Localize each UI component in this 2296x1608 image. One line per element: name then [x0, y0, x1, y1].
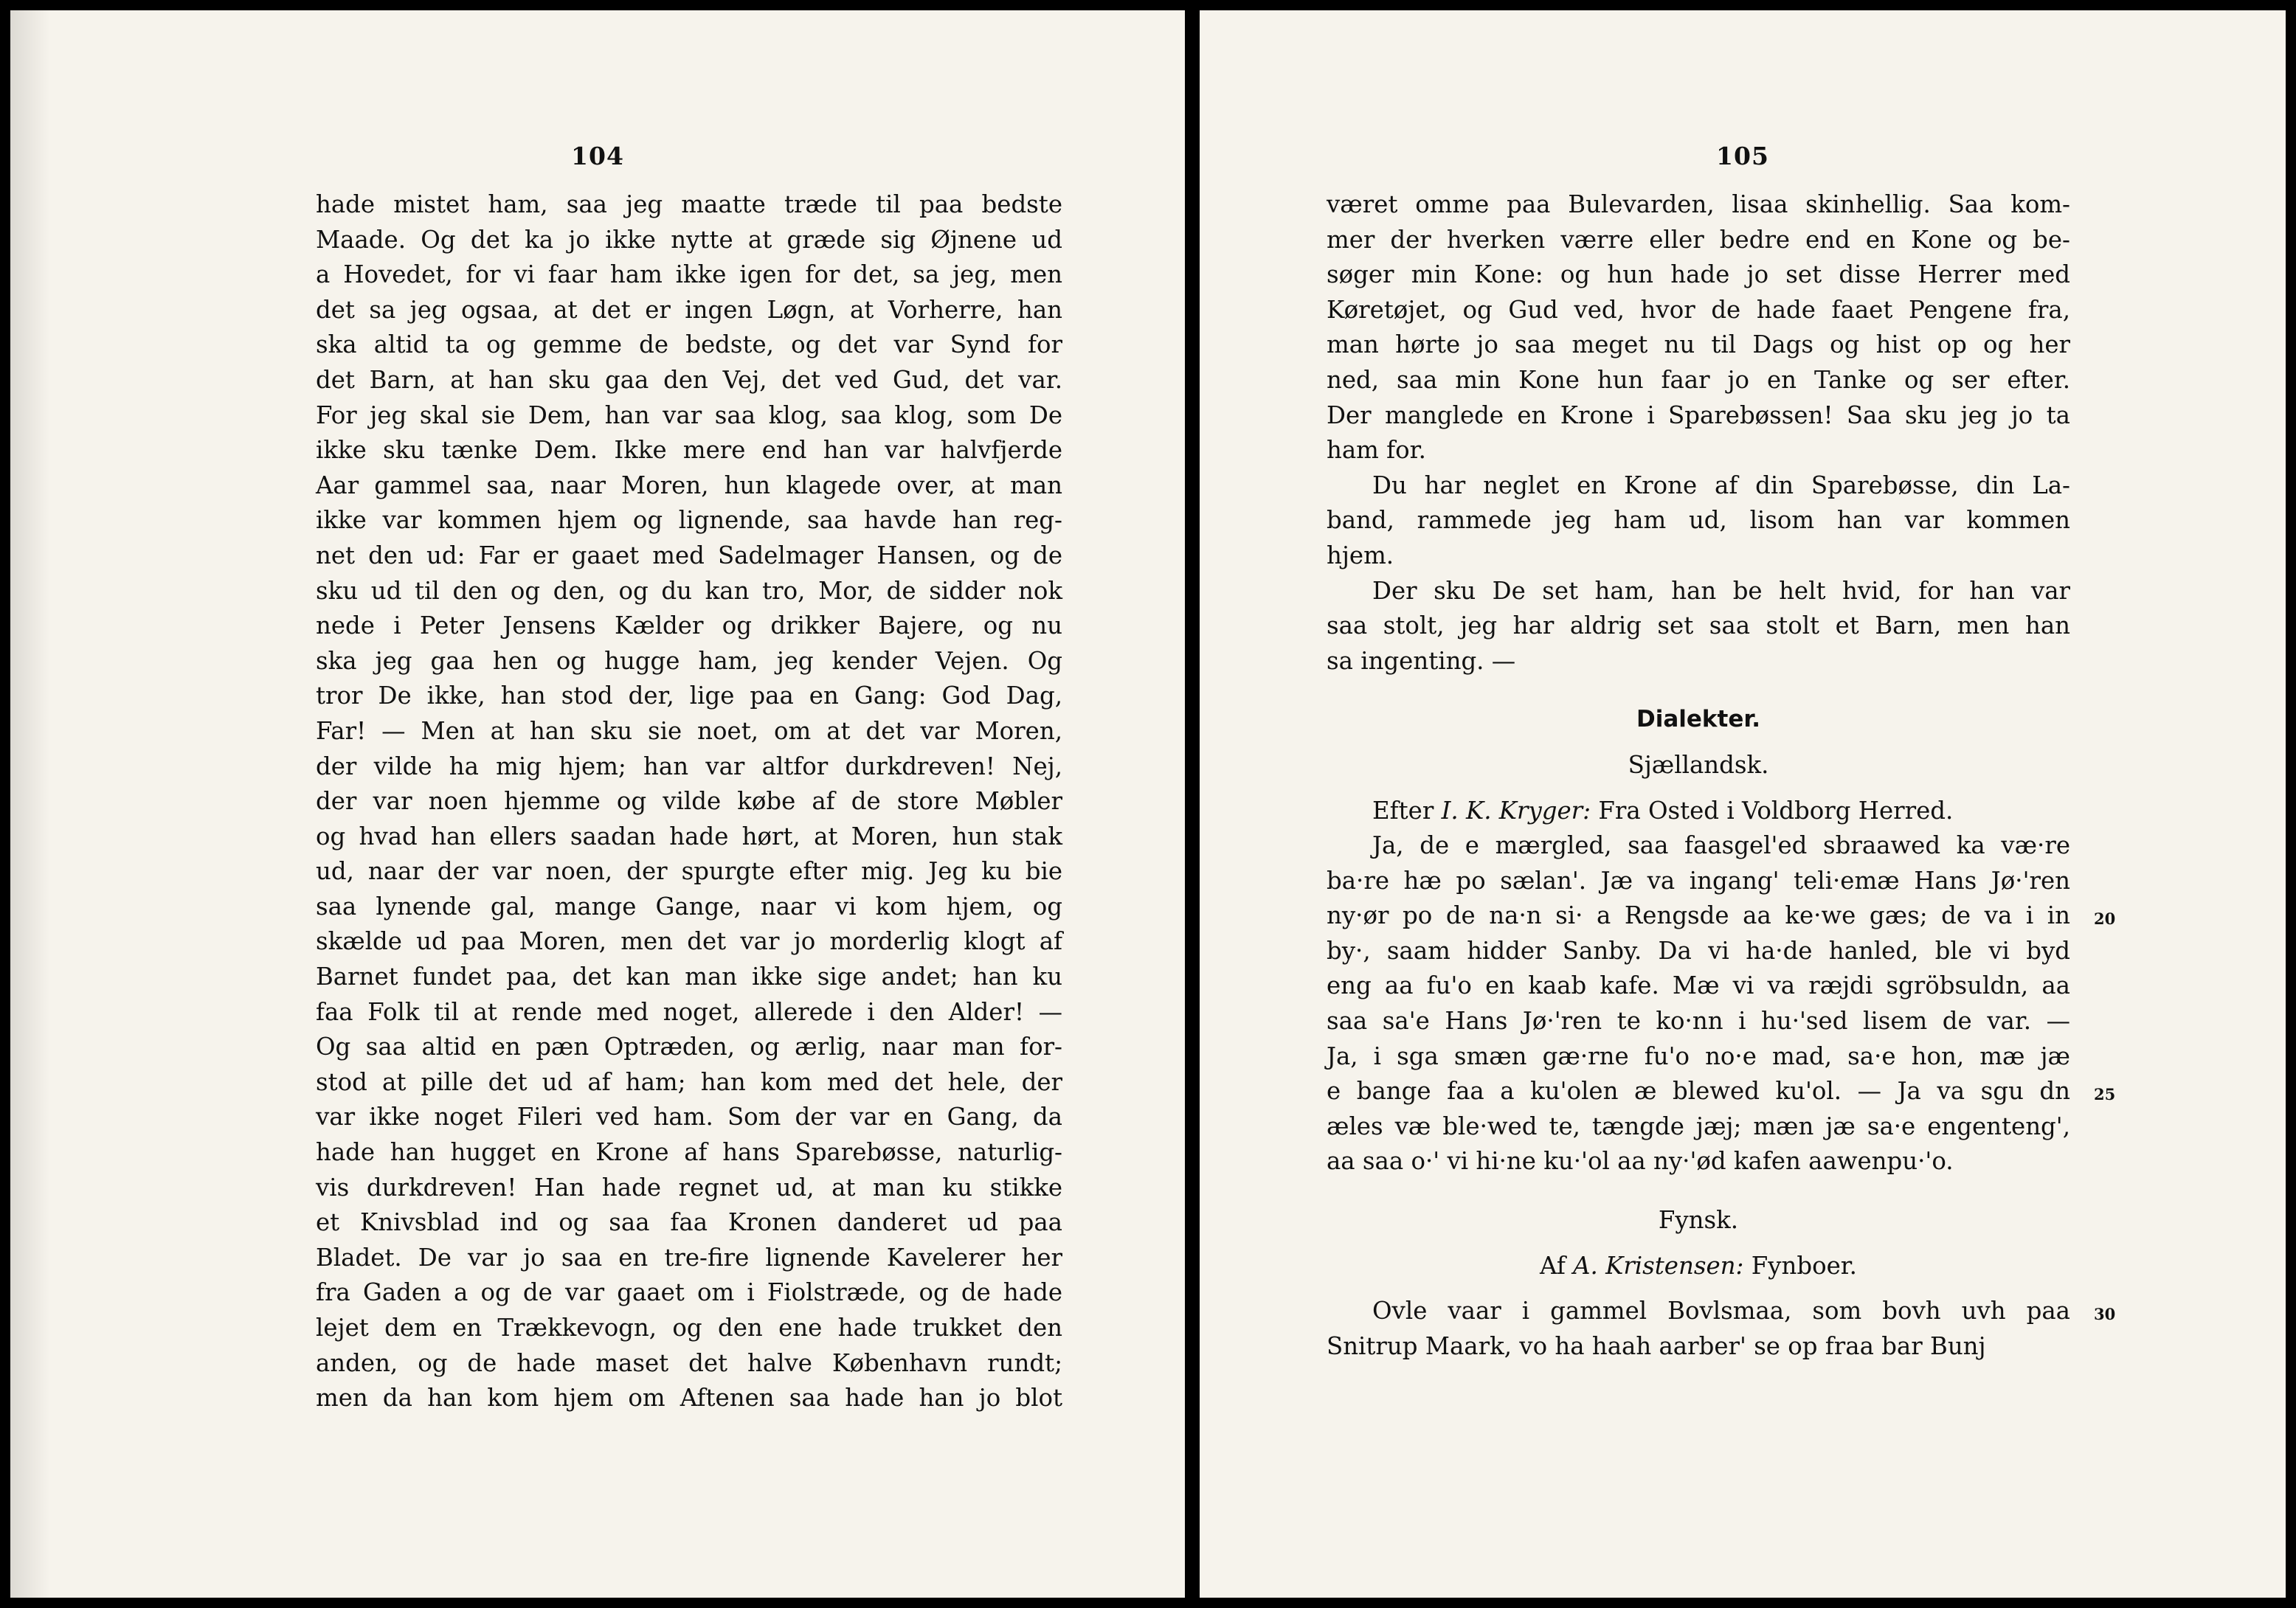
text-line: et Knivsblad ind og saa faa Kronen danderet ud paa: [316, 1208, 1062, 1237]
dialect-line: [1327, 1004, 2070, 1039]
text-line: søger min Kone: og hun hade jo set disse Herrer med: [1327, 260, 2070, 289]
text-line: Der sku De set ham, han be helt hvid, for han var: [1372, 576, 2070, 605]
text-line: Aar gammel saa, naar Moren, hun klagede over, at man: [316, 471, 1062, 499]
text-line: hjem.: [1327, 541, 1394, 569]
line-number-margin: 30: [2094, 1305, 2116, 1324]
text-line: Maade. Og det ka jo ikke nytte at græde sig Øjnene ud: [316, 225, 1062, 254]
dialect-line: [1327, 968, 2070, 1004]
right-page: [1200, 10, 2286, 1598]
text-line: det Barn, at han sku gaa den Vej, det ved Gud, det var.: [316, 365, 1062, 394]
text-line: var ikke noget Fileri ved ham. Som der var en Gang, da: [316, 1103, 1062, 1132]
source-line-kryger: [1327, 794, 2070, 829]
source-title: Fynboer.: [1743, 1251, 1857, 1280]
line-number-margin: 25: [2094, 1085, 2116, 1104]
text-line: For jeg skal sie Dem, han var saa klog, saa klog, som De: [316, 401, 1062, 429]
page-edge-shadow: [10, 10, 77, 1598]
text-line: mer der hverken værre eller bedre end en Kone og be-: [1327, 225, 2070, 254]
text-line: e bange faa a ku'olen æ blewed ku'ol. — Ja va sgu dn: [1327, 1077, 2070, 1106]
dialect-line: [1327, 1329, 2070, 1365]
source-author: A. Kristensen:: [1573, 1251, 1744, 1280]
text-line: saa stolt, jeg har aldrig set saa stolt et Barn, men han: [1327, 611, 2070, 640]
text-line: tror De ikke, han stod der, lige paa en Gang: God Dag,: [316, 682, 1062, 710]
text-line: man hørte jo saa meget nu til Dags og hist op og her: [1327, 330, 2070, 359]
dialect-line: [1327, 1144, 2070, 1179]
text-line: Barnet fundet paa, det kan man ikke sige andet; han ku: [316, 963, 1062, 991]
page-number-right: 105: [1716, 142, 1769, 170]
heading-sjaellandsk: Sjællandsk.: [1628, 750, 1769, 779]
dialect-line: [1327, 1294, 2116, 1329]
source-prefix: Efter: [1372, 796, 1442, 825]
right-page-body: [1327, 187, 2116, 1364]
dialect-line: [1327, 1109, 2070, 1145]
text-line: lejet dem en Trækkevogn, og den ene hade trukket den: [316, 1314, 1062, 1342]
text-line: vis durkdreven! Han hade regnet ud, at man ku stikke: [316, 1173, 1062, 1202]
source-line-kristensen: [1327, 1249, 2070, 1284]
text-line: Og saa altid en pæn Optræden, og ærlig, naar man for-: [316, 1033, 1062, 1061]
paragraph-3: [1327, 574, 2070, 679]
text-line: eng aa fu'o en kaab kafe. Mæ vi va ræjdi sgröbsuldn, aa: [1327, 971, 2070, 1000]
text-line: hade han hugget en Krone af hans Sparebøsse, naturlig-: [316, 1138, 1062, 1167]
text-line: by·, saam hidder Sanby. Da vi ha·de hanled, ble vi byd: [1327, 936, 2070, 965]
text-line: saa lynende gal, mange Gange, naar vi kom hjem, og: [316, 892, 1062, 921]
text-line: der var noen hjemme og vilde købe af de store Møbler: [316, 787, 1062, 816]
text-line: ud, naar der var noen, der spurgte efter mig. Jeg ku bie: [316, 857, 1062, 886]
dialect-text-sjaellandsk: [1327, 828, 2116, 1179]
text-line: Ja, i sga smæn gæ·rne fu'o no·e mad, sa·e hon, mæ jæ: [1327, 1042, 2070, 1070]
text-line: ikke var kommen hjem og lignende, saa havde han reg-: [316, 506, 1062, 535]
text-line: anden, og de hade maset det halve København rundt;: [316, 1348, 1062, 1377]
left-page: [10, 10, 1185, 1598]
dialect-line: [1327, 898, 2116, 934]
text-line: ba·re hæ po sælan'. Jæ va ingang' teli·emæ Hans Jø·'ren: [1327, 866, 2070, 895]
dialect-line: [1327, 864, 2070, 899]
text-line: band, rammede jeg ham ud, lisom han var kommen: [1327, 506, 2070, 535]
text-line: sa ingenting. —: [1327, 646, 1516, 675]
page-number-left: 104: [571, 142, 624, 170]
text-line: men da han kom hjem om Aftenen saa hade han jo blot: [316, 1384, 1062, 1413]
text-line: Snitrup Maark, vo ha haah aarber' se op fraa bar Bunj: [1327, 1331, 1986, 1360]
dialect-line: [1327, 934, 2070, 969]
text-line: æles væ ble·wed te, tængde jæj; mæn jæ sa·e engenteng',: [1327, 1112, 2070, 1140]
heading-dialekter: Dialekter.: [1636, 706, 1761, 733]
text-line: ska jeg gaa hen og hugge ham, jeg kender Vejen. Og: [316, 646, 1062, 675]
dialect-line: [1327, 1039, 2070, 1075]
dialect-line: [1327, 828, 2070, 864]
text-line: hade mistet ham, saa jeg maatte træde til paa bedste: [316, 190, 1062, 218]
text-line: ham for.: [1327, 436, 1426, 465]
text-line: Ovle vaar i gammel Bovlsmaa, som bovh uvh paa: [1372, 1297, 2070, 1325]
text-line: og hvad han ellers saadan hade hørt, at Moren, hun stak: [316, 822, 1062, 850]
text-line: Bladet. De var jo saa en tre-fire lignende Kavelerer her: [316, 1243, 1062, 1272]
book-gutter: [1185, 10, 1200, 1598]
text-line: saa sa'e Hans Jø·'ren te ko·nn i hu·'sed lisem de var. —: [1327, 1007, 2070, 1036]
text-line: sku ud til den og den, og du kan tro, Mor, de sidder nok: [316, 576, 1062, 605]
text-line: aa saa o·' vi hi·ne ku·'ol aa ny·'ød kafen aawenpu·'o.: [1327, 1147, 1954, 1176]
text-line: ny·ør po de na·n si· a Rengsde aa ke·we gæs; de va i in: [1327, 901, 2070, 930]
text-line: stod at pille det ud af ham; han kom med det hele, der: [316, 1067, 1062, 1096]
text-line: nede i Peter Jensens Kælder og drikker Bajere, og nu: [316, 611, 1062, 640]
text-line: Køretøjet, og Gud ved, hvor de hade faaet Pengene fra,: [1327, 295, 2070, 324]
text-line: ikke sku tænke Dem. Ikke mere end han var halvfjerde: [316, 436, 1062, 465]
text-line: skælde ud paa Moren, men det var jo morderlig klogt af: [316, 927, 1062, 956]
text-line: ska altid ta og gemme de bedste, og det var Synd for: [316, 330, 1062, 359]
source-prefix: Af: [1540, 1251, 1574, 1280]
text-line: a Hovedet, for vi faar ham ikke igen for det, sa jeg, men: [316, 260, 1062, 289]
text-line: været omme paa Bulevarden, lisaa skinhellig. Saa kom-: [1327, 190, 2070, 218]
text-line: Ja, de e mærgled, saa faasgel'ed sbraawed ka væ·re: [1372, 831, 2070, 860]
dialect-line: [1327, 1074, 2116, 1109]
heading-fynsk: Fynsk.: [1658, 1206, 1739, 1235]
paragraph-1: [1327, 187, 2070, 468]
text-line: Der manglede en Krone i Sparebøssen! Saa sku jeg jo ta: [1327, 401, 2070, 429]
text-line: fra Gaden a og de var gaaet om i Fiolstræde, og de hade: [316, 1278, 1062, 1307]
text-line: net den ud: Far er gaaet med Sadelmager Hansen, og de: [316, 541, 1062, 569]
source-author: I. K. Kryger:: [1441, 796, 1591, 825]
line-number-margin: 20: [2094, 909, 2116, 929]
text-line: ned, saa min Kone hun faar jo en Tanke og ser efter.: [1327, 365, 2070, 394]
text-line: Far! — Men at han sku sie noet, om at det var Moren,: [316, 716, 1062, 745]
paragraph-2: [1327, 468, 2070, 574]
text-line: faa Folk til at rende med noget, allerede i den Alder! —: [316, 997, 1062, 1026]
text-line: Du har neglet en Krone af din Sparebøsse, din La-: [1372, 471, 2070, 499]
text-line: der vilde ha mig hjem; han var altfor durkdreven! Nej,: [316, 752, 1062, 780]
text-line: det sa jeg ogsaa, at det er ingen Løgn, at Vorherre, han: [316, 295, 1062, 324]
source-title: Fra Osted i Voldborg Herred.: [1591, 796, 1954, 825]
dialect-text-fynsk: [1327, 1294, 2116, 1364]
left-page-body: [316, 187, 1062, 1416]
